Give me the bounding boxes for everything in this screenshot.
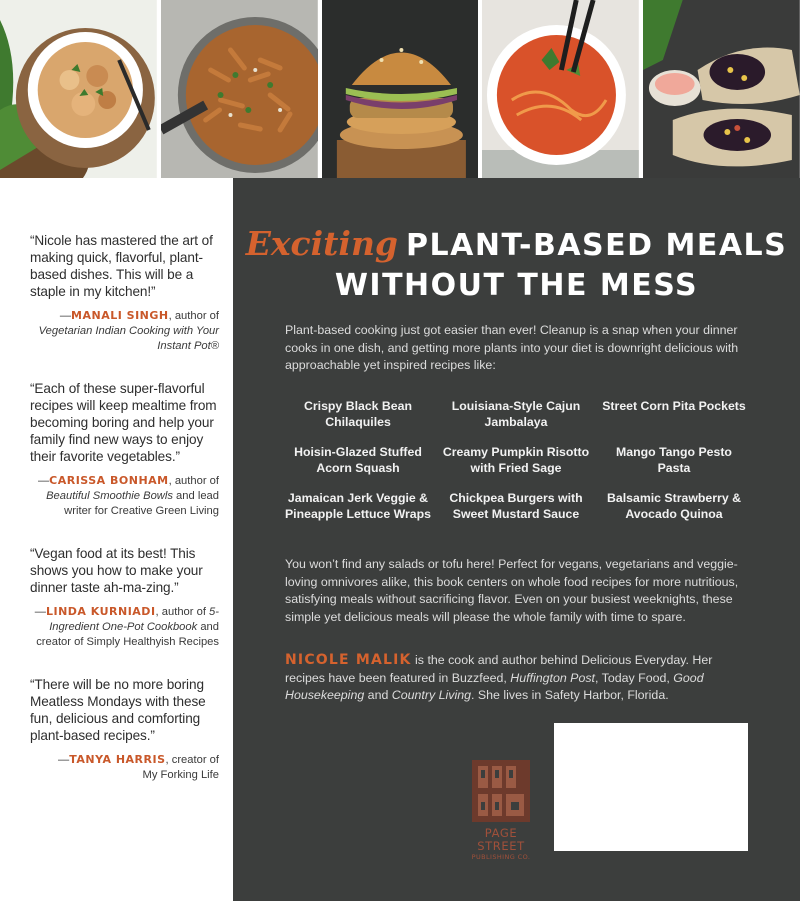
bio-publication: Huffington Post <box>510 670 595 685</box>
description-paragraph: You won’t find any salads or tofu here! Perfect for vegans, vegetarians and veggie-loving omnivores alike, this book centers on whole food recipes for more nutritious, satisfying meals without sacrificing flavor. Even on your busiest weeknights, these simple yet delicious meals will please the whole family with time to spare. <box>285 557 739 624</box>
recipe-item: Louisiana-Style Cajun Jambalaya <box>451 399 581 429</box>
quote-author-work: 5-Ingredient One-Pot Cookbook <box>49 606 219 633</box>
endorsement-quote <box>30 676 219 783</box>
recipe-item: Chickpea Burgers with Sweet Mustard Sauce <box>449 491 583 521</box>
burrito-wraps-photo <box>643 0 800 178</box>
publisher-subname: PUBLISHING CO. <box>471 853 531 861</box>
quote-text: “Vegan food at its best! This shows you how to make your dinner taste ah-ma-zing.” <box>30 546 203 595</box>
quote-dash: — <box>34 606 46 618</box>
page-street-logo-icon <box>470 758 532 824</box>
quote-author-role: , author of <box>168 475 219 487</box>
bio-text: and <box>364 688 392 702</box>
author-bio <box>285 652 752 705</box>
intro-paragraph: Plant-based cooking just got easier than ever! Cleanup is a snap when your dinner cooks in one dish, and getting more plants into your diet is downright delicious with approachable yet inspired recipes like: <box>285 323 739 372</box>
headline-line-1: PLANT-BASED MEALS <box>406 228 788 263</box>
quote-attribution <box>30 604 219 650</box>
quote-author-name: CARISSA BONHAM <box>49 474 169 487</box>
quote-dash: — <box>58 754 70 766</box>
cauliflower-bowl-photo <box>0 0 157 178</box>
quote-author-work: Beautiful Smoothie Bowls <box>46 490 173 502</box>
recipe-list <box>283 398 763 522</box>
endorsement-quote <box>30 380 219 519</box>
endorsement-quote <box>30 232 219 354</box>
quote-attribution <box>30 473 219 519</box>
headline-line-2: WITHOUT THE MESS <box>334 268 699 303</box>
quote-author-name: MANALI SINGH <box>71 309 169 322</box>
headline-script-word: Exciting <box>245 224 399 263</box>
recipe-item: Crispy Black Bean Chilaquiles <box>304 399 412 429</box>
recipe-item: Mango Tango Pesto Pasta <box>616 445 732 475</box>
bio-text: , Today Food, <box>594 670 674 685</box>
recipe-item: Creamy Pumpkin Risotto with Fried Sage <box>442 445 590 475</box>
publisher-logo <box>463 758 539 866</box>
soup-bowl-photo <box>482 0 639 178</box>
recipe-item: Balsamic Strawberry & Avocado Quinoa <box>607 491 741 521</box>
quote-author-role-post: My Forking Life <box>142 769 219 781</box>
barcode-area <box>554 723 748 851</box>
endorsements-column <box>0 178 233 901</box>
quote-attribution <box>30 752 219 783</box>
quote-author-work: Vegetarian Indian Cooking with Your Instant Pot® <box>38 325 219 352</box>
author-name: NICOLE MALIK <box>285 652 412 668</box>
back-cover-panel <box>233 178 800 901</box>
bio-publication: Good Housekeeping <box>285 670 704 702</box>
recipe-item: Street Corn Pita Pockets <box>602 399 746 413</box>
quote-dash: — <box>59 310 72 322</box>
bio-publication: Country Living <box>391 688 471 702</box>
publisher-name: PAGE STREET <box>477 826 525 853</box>
quote-dash: — <box>37 475 50 487</box>
bio-text: is the cook and author behind Delicious Everyday. Her recipes have been featured in Buzzfeed, <box>285 653 713 685</box>
quote-author-role-post: and creator of Simply Healthyish Recipes <box>36 621 219 648</box>
pasta-pan-photo <box>161 0 318 178</box>
headline <box>233 224 800 306</box>
quote-text: “Nicole has mastered the art of making quick, flavorful, plant-based dishes. This will be a staple in my kitchen!” <box>30 233 213 299</box>
recipe-item: Jamaican Jerk Veggie & Pineapple Lettuce Wraps <box>284 491 431 521</box>
quote-author-role-post: and lead writer for Creative Green Living <box>64 490 219 517</box>
quote-author-name: TANYA HARRIS <box>69 753 166 766</box>
bio-text: . She lives in Safety Harbor, Florida. <box>471 688 669 702</box>
quote-text: “Each of these super-flavorful recipes will keep mealtime from becoming boring and help your family find new ways to enjoy their favorite vegetables.” <box>30 381 217 464</box>
photo-strip <box>0 0 800 178</box>
endorsement-quote <box>30 545 219 650</box>
quote-text: “There will be no more boring Meatless Mondays with these fun, delicious and comforting plant-based recipes.” <box>30 677 206 743</box>
burger-photo <box>322 0 479 178</box>
quote-author-role: , author of <box>168 310 219 322</box>
quote-author-role: , creator of <box>165 754 219 766</box>
quote-author-role: , author of <box>155 606 210 618</box>
quote-attribution <box>30 308 219 354</box>
quote-author-name: LINDA KURNIADI <box>45 605 156 618</box>
recipe-item: Hoisin-Glazed Stuffed Acorn Squash <box>294 445 422 475</box>
